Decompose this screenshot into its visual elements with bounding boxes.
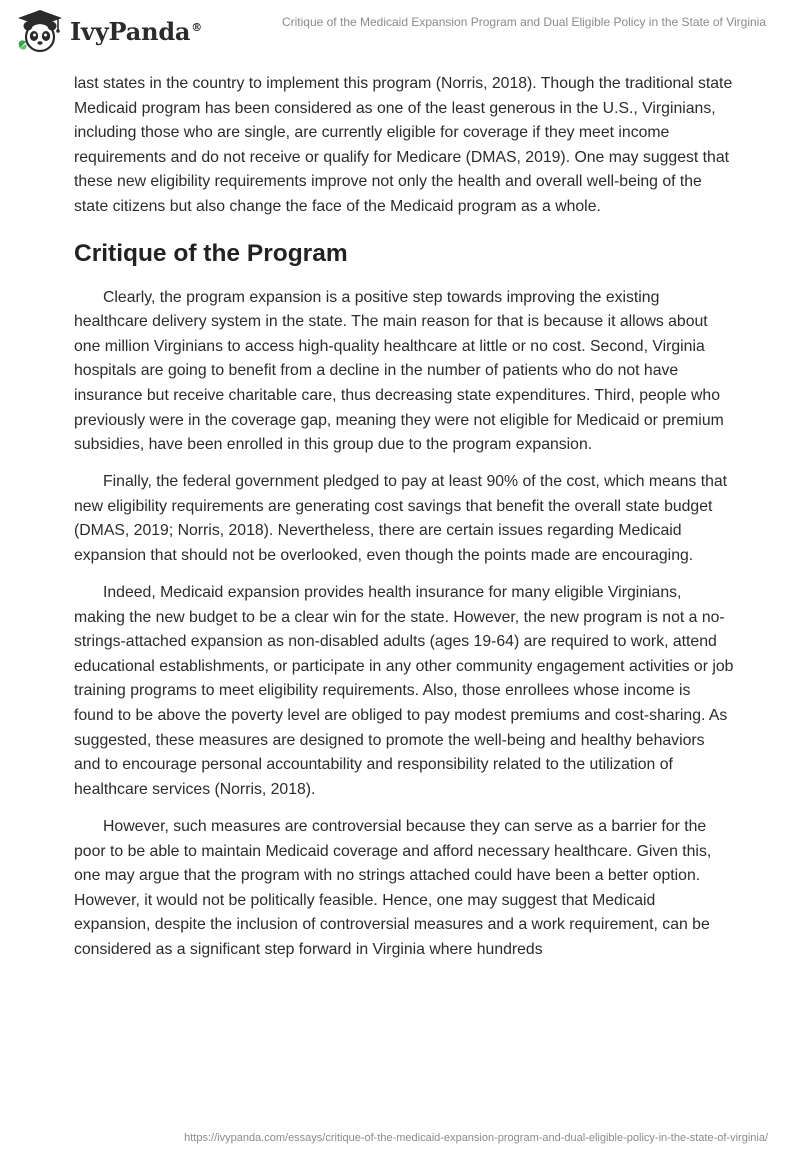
body-paragraph: Indeed, Medicaid expansion provides health insurance for many eligible Virginians, making the new budget to be a clear win for the state. However, the new program is not a no-strings-attached expansion as non-disabled adults (ages 19-64) are required to work, attend educational establishments, or participate in any other community engagement activities or job training programs to meet eligibility requirements. Also, those enrollees whose income is found to be above the poverty level are obliged to pay modest premiums and cost-sharing. As suggested, these measures are designed to promote the well-being and healthy behaviors and to encourage personal accountability and responsibility related to the utilization of healthcare services (Norris, 2018). <box>74 584 734 798</box>
registered-mark: ® <box>191 20 203 34</box>
essay-body <box>74 72 734 975</box>
brand-name: IvyPanda® <box>70 16 203 46</box>
panda-graduate-icon <box>14 8 66 54</box>
intro-paragraph: last states in the country to implement this program (Norris, 2018). Though the traditional state Medicaid program has been considered as one of the least generous in the U.S., Virginians, including those who are single, are currently eligible for coverage if they meet income requirements and do not receive or qualify for Medicare (DMAS, 2019). One may suggest that these new eligibility requirements improve not only the health and overall well-being of the state citizens but also change the face of the Medicaid program as a whole. <box>74 75 733 215</box>
body-paragraph: However, such measures are controversial because they can serve as a barrier for the poor to be able to maintain Medicaid coverage and afford necessary healthcare. Given this, one may argue that the program with no strings attached could have been a better option. However, it would not be politically feasible. Hence, one may suggest that Medicaid expansion, despite the inclusion of controversial measures and a work requirement, can be considered as a significant step forward in Virginia where hundreds <box>74 817 712 958</box>
page-header <box>0 0 800 60</box>
ivypanda-logo[interactable] <box>14 8 202 54</box>
section-heading: Critique of the Program <box>74 239 348 267</box>
source-url-link[interactable]: https://ivypanda.com/essays/critique-of-the-medicaid-expansion-program-and-dual-eligible-policy-in-the-state-of-virginia/ <box>184 1132 768 1144</box>
document-title: Critique of the Medicaid Expansion Program and Dual Eligible Policy in the State of Virginia <box>281 15 766 29</box>
body-paragraph: Finally, the federal government pledged to pay at least 90% of the cost, which means that new eligibility requirements are generating cost savings that benefit the overall state budget (DMAS, 2019; Norris, 2018). Nevertheless, there are certain issues regarding Medicaid expansion that should not be overlooked, even though the points made are encouraging. <box>74 473 728 564</box>
body-paragraph: Clearly, the program expansion is a positive step towards improving the existing healthcare delivery system in the state. The main reason for that is because it allows about one million Virginians to access high-quality healthcare at little or no cost. Second, Virginia hospitals are going to benefit from a decline in the number of patients who do not have insurance but receive charitable care, thus decreasing state expenditures. Third, people who previously were in the coverage gap, meaning they were not eligible for Medicaid or premium subsidies, have been enrolled in this group due to the program expansion. <box>74 288 724 454</box>
